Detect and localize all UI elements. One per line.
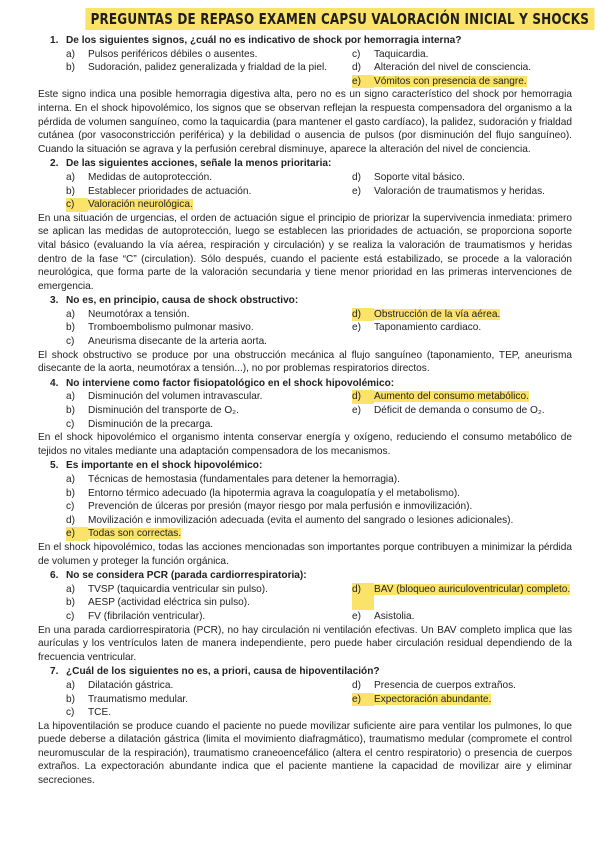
option-b <box>66 693 342 707</box>
option-text: Establecer prioridades de actuación. <box>88 185 252 197</box>
question-2 <box>38 157 572 293</box>
option-letter: b) <box>66 322 75 334</box>
option-letter: e) <box>352 75 374 89</box>
option-text: Taquicardia. <box>374 48 429 60</box>
option-b <box>66 185 342 199</box>
option-letter: e) <box>352 322 361 334</box>
option-d <box>66 514 572 528</box>
option-letter: d) <box>352 171 361 183</box>
option-a <box>66 679 342 693</box>
option-text-correct: Todas son correctas. <box>88 528 182 540</box>
option-text: Soporte vital básico. <box>374 171 465 183</box>
question-6 <box>38 569 572 664</box>
question-number: 2. <box>50 158 59 170</box>
option-text: Presencia de cuerpos extraños. <box>374 679 516 691</box>
title-wrap <box>44 8 590 30</box>
question-label: ¿Cuál de los siguientes no es, a priori, causa de hipoventilación? <box>66 666 380 678</box>
question-4 <box>38 377 572 459</box>
explanation: Este signo indica una posible hemorragia digestiva alta, pero no es un signo característico del shock por hemorragia interna. En el shock hipovolémico, los signos que se observan reflejan la respuesta compensadora del organismo a la pérdida de volumen sanguíneo, como la taquicardia (para mantener el gasto cardíaco), la palidez, sudoración y frialdad cutánea (por vasoconstricción periférica) y la debilidad o ausencia de pulsos (por disminución del flujo sanguíneo). Cuando la situación se agrava y la perfusión cerebral disminuye, aparece la alteración del nivel de conciencia. <box>38 89 572 155</box>
option-text-correct: BAV (bloqueo auriculoventricular) completo. <box>374 583 571 595</box>
option-letter: b) <box>66 62 75 74</box>
option-letter: a) <box>66 171 75 183</box>
option-letter: c) <box>66 198 88 212</box>
option-text: Sudoración, palidez generalizada y frialdad de la piel. <box>88 62 328 74</box>
option-letter: c) <box>66 418 75 430</box>
option-letter: d) <box>352 62 361 74</box>
question-number: 5. <box>50 460 59 472</box>
option-e <box>352 185 572 199</box>
question-label: De los siguientes signos, ¿cuál no es indicativo de shock por hemorragia interna? <box>66 35 462 46</box>
question-number: 3. <box>50 295 59 307</box>
option-text: TCE. <box>88 707 111 719</box>
option-text-correct: Expectoración abundante. <box>374 693 492 705</box>
option-text: Asistolia. <box>374 610 415 622</box>
question-5 <box>38 459 572 568</box>
option-text: Neumotórax a tensión. <box>88 308 190 320</box>
question-label: No interviene como factor fisiopatológico en el shock hipovolémico: <box>66 377 395 389</box>
option-text: TVSP (taquicardia ventricular sin pulso). <box>88 583 268 595</box>
options <box>66 473 572 541</box>
question-text <box>44 459 572 473</box>
options <box>66 679 572 720</box>
option-e <box>352 693 572 707</box>
explanation: El shock obstructivo se produce por una obstrucción mecánica al flujo sanguíneo (taponamiento, TEP, aneurisma disecante de la aorta, neumotórax a tensión...), no por problemas respiratorios directos. <box>38 349 572 375</box>
option-d <box>352 171 572 185</box>
option-text: Disminución de la precarga. <box>88 418 214 430</box>
question-label: No se considera PCR (parada cardiorrespiratoria): <box>66 570 307 582</box>
option-text: Técnicas de hemostasia (fundamentales para detener la hemorragia). <box>88 474 400 485</box>
option-c <box>66 198 342 212</box>
question-label: De las siguientes acciones, señale la menos prioritaria: <box>66 158 332 170</box>
option-letter: d) <box>66 514 75 526</box>
option-text-correct: Valoración neurológica. <box>88 199 193 211</box>
option-e <box>352 404 572 418</box>
option-letter: d) <box>352 390 374 404</box>
explanation: En una situación de urgencias, el orden de actuación sigue el principio de priorizar la supervivencia inmediata: primero se aplican las medidas de autoprotección, luego se establecen las prioridades de actuación, se proporciona soporte vital básico (evaluando la vía aérea, respiración y circulación) y se realiza la valoración de traumatismos y heridas dentro de la fase “C” (circulation). Sólo después, cuando el paciente está estabilizado, se procede a la valoración neurológica, que forma parte de la valoración secundaria y tiene menor prioridad en las primeras intervenciones de emergencia. <box>38 212 572 292</box>
option-d <box>352 679 572 693</box>
option-letter: c) <box>66 336 75 348</box>
options <box>66 390 572 431</box>
option-letter: e) <box>352 405 361 417</box>
question-text <box>44 34 572 48</box>
option-letter: e) <box>352 610 361 622</box>
option-a <box>66 171 342 185</box>
option-letter: c) <box>66 501 75 513</box>
option-letter: b) <box>66 185 75 197</box>
option-letter: b) <box>66 693 75 705</box>
option-text: Valoración de traumatismos y heridas. <box>374 185 545 197</box>
option-text: Déficit de demanda o consumo de O₂. <box>374 405 545 417</box>
option-d <box>352 61 572 75</box>
option-letter: d) <box>352 583 374 610</box>
option-letter: a) <box>66 679 75 691</box>
option-text: Medidas de autoprotección. <box>88 171 213 183</box>
options <box>66 583 572 624</box>
option-e <box>352 610 572 624</box>
options <box>66 171 572 212</box>
option-text: Disminución del transporte de O₂. <box>88 405 239 417</box>
option-text: Aneurisma disecante de la arteria aorta. <box>88 336 267 348</box>
option-d <box>352 390 572 404</box>
option-letter: c) <box>66 707 75 719</box>
question-number: 7. <box>50 666 59 678</box>
option-c <box>352 48 572 62</box>
option-text: AESP (actividad eléctrica sin pulso). <box>88 597 250 609</box>
question-text <box>44 157 572 171</box>
option-a <box>66 308 342 322</box>
options <box>66 48 572 89</box>
option-c <box>66 500 572 514</box>
option-text: Prevención de úlceras por presión (mayor riesgo por mala perfusión e inmovilización). <box>88 501 473 513</box>
option-c <box>66 706 572 720</box>
option-d <box>352 308 572 322</box>
option-d <box>352 583 572 610</box>
option-a <box>66 390 342 404</box>
question-number: 6. <box>50 570 59 582</box>
option-letter: e) <box>66 527 88 541</box>
option-text: Disminución del volumen intravascular. <box>88 391 263 403</box>
option-letter: d) <box>352 679 361 691</box>
question-label: No es, en principio, causa de shock obstructivo: <box>66 295 299 307</box>
option-letter: c) <box>352 48 361 60</box>
options <box>66 308 572 349</box>
question-label: Es importante en el shock hipovolémico: <box>66 460 263 472</box>
option-letter: d) <box>352 308 374 322</box>
option-text-correct: Obstrucción de la vía aérea. <box>374 308 501 320</box>
option-letter: a) <box>66 48 75 60</box>
option-a <box>66 473 572 487</box>
option-letter: e) <box>352 185 361 197</box>
option-letter: b) <box>66 405 75 417</box>
option-letter: a) <box>66 391 75 403</box>
page-title: PREGUNTAS DE REPASO EXAMEN CAPSU VALORACIÓN INICIAL Y SHOCKS <box>85 8 594 30</box>
question-7 <box>38 665 572 787</box>
explanation: En una parada cardiorrespiratoria (PCR), no hay circulación ni ventilación efectivas. Un BAV completo implica que las aurículas y los ventrículos laten de manera independiente, pero puede haber circulación residual dependiendo de la frecuencia ventricular. <box>38 624 572 663</box>
option-text-correct: Aumento del consumo metabólico. <box>374 391 529 403</box>
option-c <box>66 610 342 624</box>
option-b <box>66 61 342 88</box>
option-b <box>66 596 342 610</box>
option-e <box>66 527 572 541</box>
option-b <box>66 487 572 501</box>
question-number: 4. <box>50 377 59 389</box>
option-text: Entorno térmico adecuado (la hipotermia agrava la coagulopatía y el metabolismo). <box>88 487 460 499</box>
option-c <box>66 418 572 432</box>
option-text: FV (fibrilación ventricular). <box>88 610 206 622</box>
question-text <box>44 377 572 391</box>
option-a <box>66 583 342 597</box>
option-text: Dilatación gástrica. <box>88 679 174 691</box>
option-letter: c) <box>66 610 75 622</box>
option-letter: b) <box>66 597 75 609</box>
option-text: Pulsos periféricos débiles o ausentes. <box>88 48 258 60</box>
option-text: Taponamiento cardiaco. <box>374 322 482 334</box>
option-letter: a) <box>66 474 75 485</box>
option-text: Alteración del nivel de consciencia. <box>374 62 532 74</box>
option-text: Tromboembolismo pulmonar masivo. <box>88 322 254 334</box>
option-e <box>352 321 572 335</box>
option-letter: a) <box>66 308 75 320</box>
question-text <box>44 294 572 308</box>
question-3 <box>38 294 572 376</box>
option-e <box>352 75 572 89</box>
option-letter: e) <box>352 693 374 707</box>
option-text: Traumatismo medular. <box>88 693 189 705</box>
explanation: La hipoventilación se produce cuando el paciente no puede movilizar suficiente aire para ventilar los pulmones, lo que puede deberse a dilatación gástrica (limita el movimiento diafragmático), traumatismo medular (compromete el control neuromuscular de la respiración), traumatismo craneoencefálico (altera el centro respiratorio) o presencia de cuerpos extraños. La expectoración abundante indica que el paciente mantiene la capacidad de movilizar aire y eliminar secreciones. <box>38 720 572 787</box>
question-1 <box>38 34 572 156</box>
option-b <box>66 404 342 418</box>
option-c <box>66 335 572 349</box>
option-text-correct: Vómitos con presencia de sangre. <box>374 75 527 87</box>
option-b <box>66 321 342 335</box>
question-text <box>44 665 572 679</box>
question-number: 1. <box>50 35 59 46</box>
option-a <box>66 48 342 62</box>
explanation: En el shock hipovolémico, todas las acciones mencionadas son importantes porque contribuyen a minimizar la pérdida de volumen y proteger la función orgánica. <box>38 541 572 567</box>
option-letter: a) <box>66 583 75 595</box>
question-text <box>44 569 572 583</box>
option-letter: b) <box>66 487 75 499</box>
option-text: Movilización e inmovilización adecuada (evita el aumento del sangrado o lesiones adicionales). <box>88 514 514 526</box>
explanation: En el shock hipovolémico el organismo intenta conservar energía y oxígeno, reduciendo el consumo metabólico de tejidos no vitales mediante una adaptación compensadora de los mecanismos. <box>38 432 572 457</box>
